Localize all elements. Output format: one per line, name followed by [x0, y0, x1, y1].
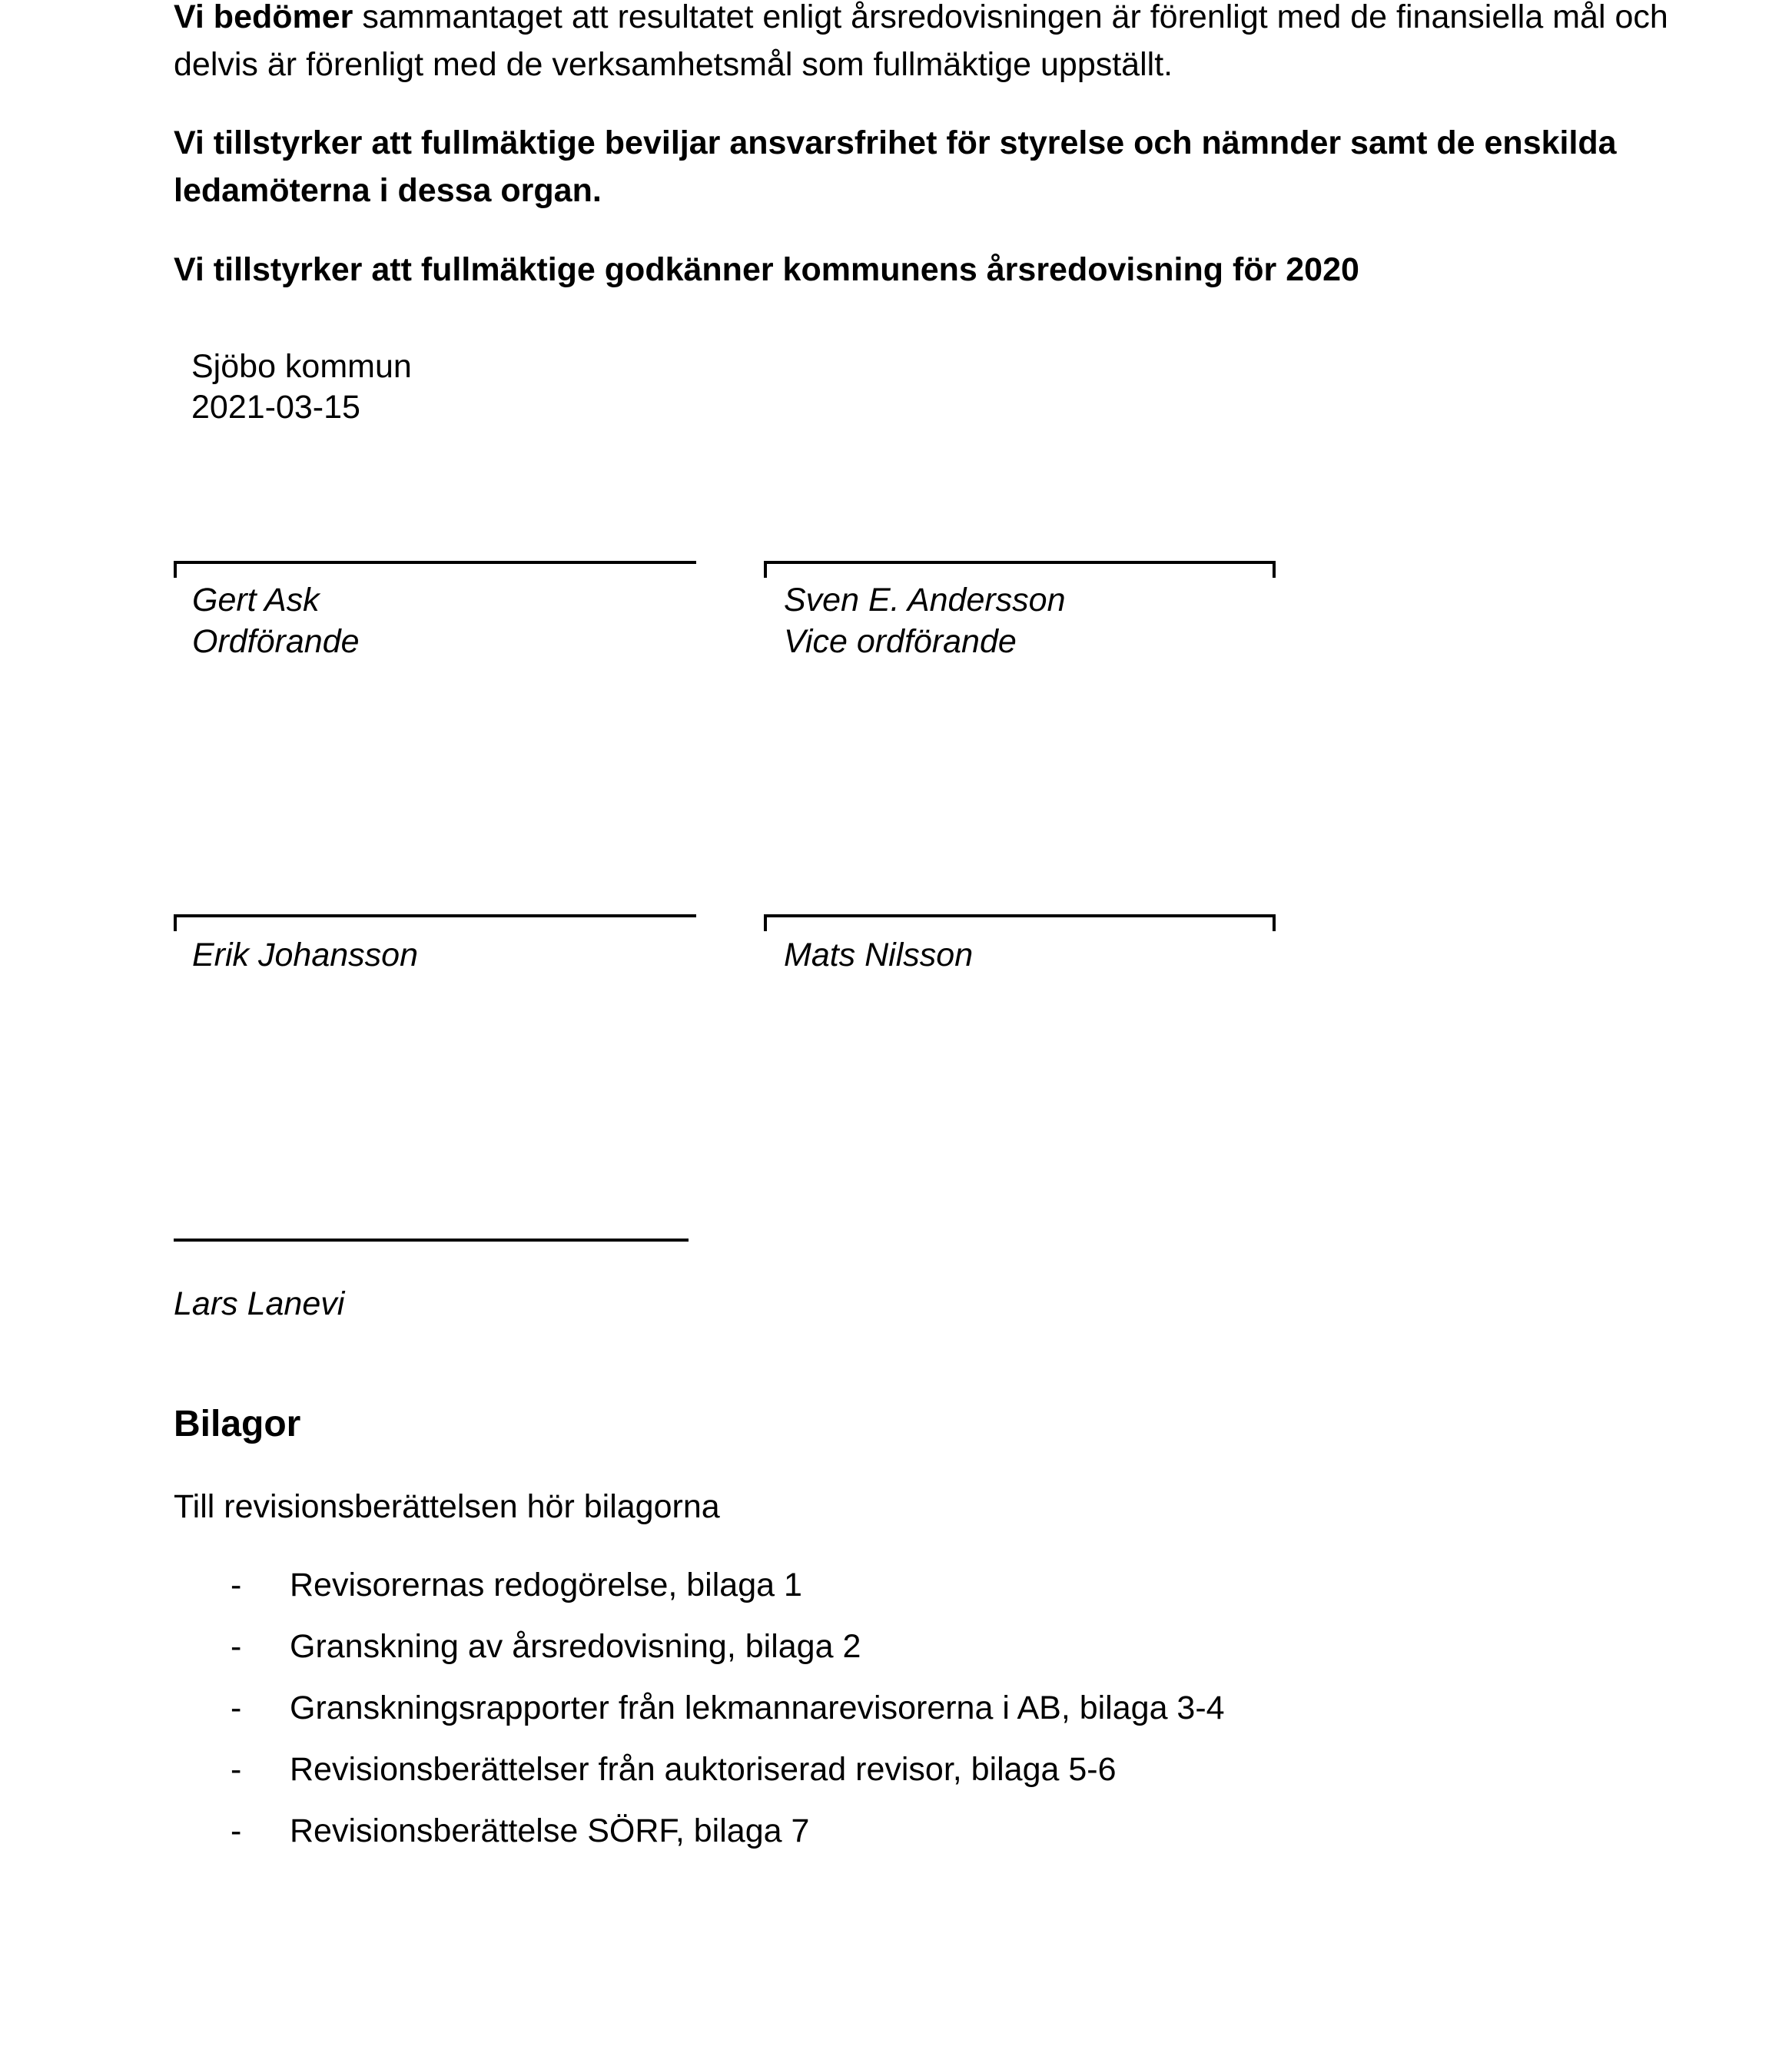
signatory-name: Erik Johansson [192, 937, 418, 973]
signatory-name: Mats Nilsson [784, 937, 974, 973]
signatory-block [192, 934, 418, 976]
signatory-block [784, 934, 973, 976]
list-bullet: - [231, 1690, 242, 1726]
signing-date: 2021-03-15 [191, 389, 360, 426]
signatory-role: Ordförande [192, 623, 360, 660]
signature-line [174, 914, 696, 931]
signatory-name: Lars Lanevi [174, 1285, 345, 1322]
municipality-name: Sjöbo kommun [191, 348, 412, 385]
signatory-block [174, 1283, 344, 1325]
attachment-label: Granskningsrapporter från lekmannarevisorerna i AB, bilaga 3-4 [290, 1690, 1225, 1726]
list-bullet: - [231, 1812, 242, 1849]
discharge-recommendation: Vi tillstyrker att fullmäktige beviljar ansvarsfrihet för styrelse och nämnder samt de enskilda ledamöterna i dessa organ. [174, 124, 1617, 209]
attachment-label: Revisionsberättelser från auktoriserad revisor, bilaga 5-6 [290, 1751, 1117, 1788]
attachment-label: Granskning av årsredovisning, bilaga 2 [290, 1628, 861, 1665]
signature-line [174, 1239, 689, 1242]
assessment-lead: Vi bedömer [174, 0, 353, 35]
place-and-date [191, 347, 412, 428]
attachments-heading: Bilagor [174, 1404, 301, 1444]
signatory-name: Gert Ask [192, 582, 320, 618]
signature-line [174, 561, 696, 578]
list-bullet: - [231, 1751, 242, 1788]
assessment-text: sammantaget att resultatet enligt årsredovisningen är förenligt med de finansiella mål och delvis är förenligt med de verksamhetsmål som fullmäktige uppställt. [174, 0, 1668, 83]
assessment-paragraph [174, 0, 1672, 88]
attachments-intro: Till revisionsberättelsen hör bilagorna [174, 1488, 720, 1525]
signatory-block [784, 579, 1066, 662]
attachment-label: Revisorernas redogörelse, bilaga 1 [290, 1567, 802, 1603]
signatory-role: Vice ordförande [784, 623, 1017, 660]
signature-line [764, 561, 1276, 578]
list-bullet: - [231, 1628, 242, 1665]
approval-recommendation: Vi tillstyrker att fullmäktige godkänner kommunens årsredovisning för 2020 [174, 251, 1359, 288]
signatory-block [192, 579, 360, 662]
signature-line [764, 914, 1276, 931]
attachment-label: Revisionsberättelse SÖRF, bilaga 7 [290, 1812, 810, 1849]
signatory-name: Sven E. Andersson [784, 582, 1066, 618]
list-bullet: - [231, 1567, 242, 1603]
